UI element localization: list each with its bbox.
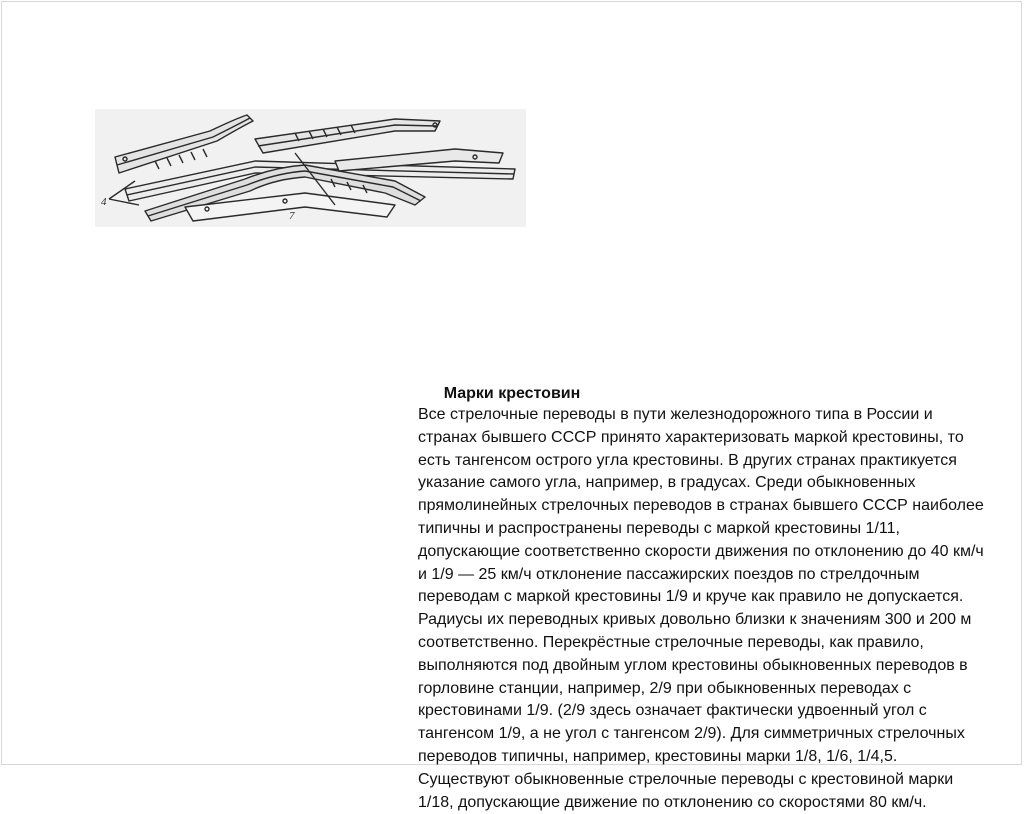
- frog-illustration: [95, 109, 526, 227]
- figure-label-left: 4: [101, 196, 107, 208]
- body-text: [418, 404, 988, 814]
- figure-label-right: 7: [289, 210, 295, 222]
- section-title: Марки крестовин: [443, 385, 581, 402]
- paragraph-1: Все стрелочные переводы в пути железнодорожного типа в России и странах бывшего СССР принято характеризовать маркой крестовины, то есть тангенсом острого угла крестовины. В других странах практикуется указание самого угла, например, в градусах. Среди обыкновенных прямолинейных стрелочных переводов в странах бывшего СССР наиболее типичны и распространены переводы с маркой крестовины 1/11, допускающие соответственно скорости движения по отклонению до 40 км/ч и 1/9 — 25 км/ч отклонение пассажирских поездов по стрелдочным переводам с маркой крестовины 1/9 и круче как правило не допускается. Радиусы их переводных кривых довольно близки к значениям 300 и 200 м соответственно. Перекрёстные стрелочные переводы, как правило, выполняются под двойным углом крестовины обыкновенных переводов в горловине станции, например, 2/9 при обыкновенных переводах с крестовинами 1/9. (2/9 здесь означает фактически удвоенный угол с тангенсом 1/9, а не угол с тангенсом 2/9). Для симметричных стрелочных переводов типичны, например, крестовины марки 1/8, 1/6, 1/4,5.: [418, 406, 984, 765]
- paragraph-2: Существуют обыкновенные стрелочные переводы с крестовиной марки 1/18, допускающие движение по отклонению со скоростями 80 км/ч.: [418, 770, 954, 811]
